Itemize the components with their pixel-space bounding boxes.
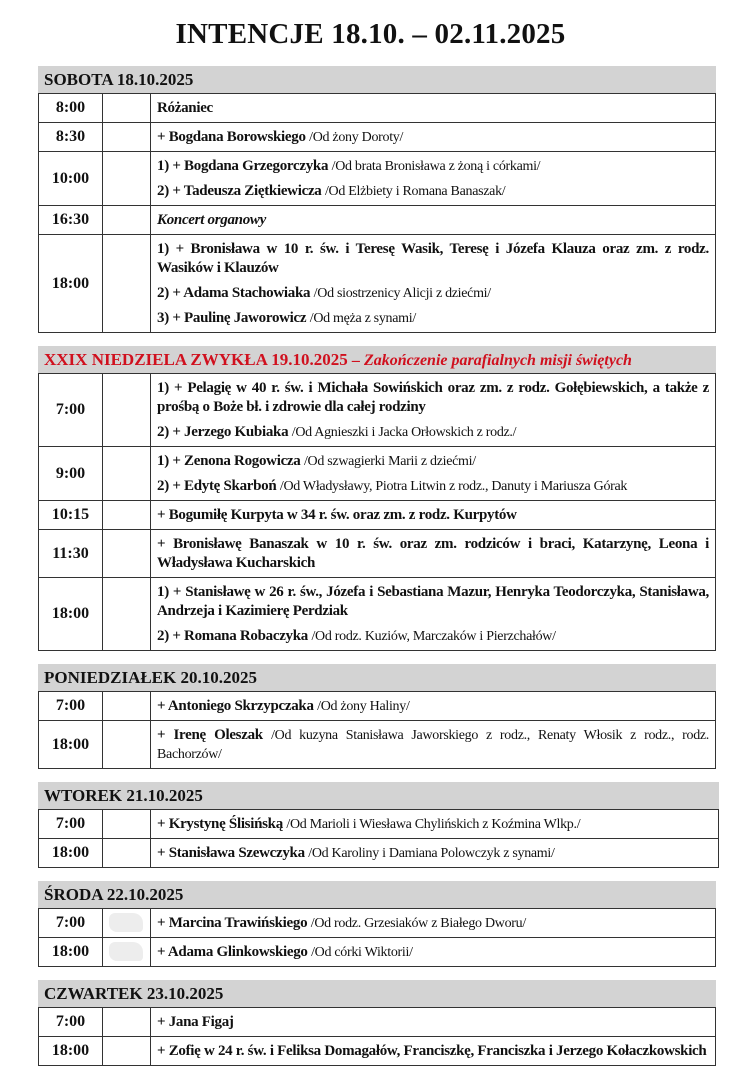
mass-time: 9:00 [39,447,103,501]
intention-requester: /Od żony Doroty/ [309,130,404,145]
blank-cell [103,721,151,769]
blank-cell [103,501,151,530]
day-header [38,782,719,809]
intention-requester: /Od żony Haliny/ [317,699,410,714]
blank-cell [103,578,151,651]
intention-item [157,535,709,573]
mass-time: 10:00 [39,152,103,206]
mass-time: 7:00 [39,909,103,938]
mass-time: 18:00 [39,1037,103,1066]
intention-requester: /Od Karoliny i Damiana Polowczyk z synami/ [308,846,555,861]
blank-cell [103,235,151,333]
mass-time: 10:15 [39,501,103,530]
intention-requester: /Od Marioli i Wiesława Chylińskich z Koźmina Wlkp./ [286,817,581,832]
intention-item [157,379,709,417]
intention-name: Różaniec [157,100,213,116]
intention-name: 2) + Tadeusza Ziętkiewicza [157,183,322,199]
intention-requester: /Od Władysławy, Piotra Litwin z rodz., Danuty i Mariusza Górak [279,479,628,494]
intention-requester: /Od męża z synami/ [309,311,416,326]
intention-item [157,726,709,764]
mass-row [39,839,719,868]
day-title: SOBOTA 18.10.2025 [44,70,194,89]
intention-cell [151,123,716,152]
intention-requester: /Od siostrzenicy Alicji z dziećmi/ [313,286,491,301]
intention-name: + Bogumiłę Kurpyta w 34 r. św. oraz zm. z rodz. Kurpytów [157,507,517,523]
mass-row [39,94,716,123]
intention-name: + Stanisława Szewczyka [157,845,305,861]
blank-cell [103,206,151,235]
mass-row [39,530,716,578]
mass-row [39,447,716,501]
intention-name: 1) + Stanisławę w 26 r. św., Józefa i Sebastiana Mazur, Henryka Teodorczyka, Stanisława, Andrzeja i Kazimierę Perdziak [157,584,709,619]
intention-name: + Jana Figaj [157,1014,234,1030]
day-section [38,664,716,769]
intention-cell [151,206,716,235]
day-header [38,346,716,373]
intention-cell [151,1037,716,1066]
mass-time: 18:00 [39,235,103,333]
day-section [38,881,716,967]
mass-row [39,938,716,967]
mass-time: 18:00 [39,578,103,651]
day-section [38,782,719,868]
intention-cell [151,1008,716,1037]
blank-cell [103,938,151,967]
intention-name: 2) + Adama Stachowiaka [157,285,311,301]
intention-item [157,943,709,962]
day-title: CZWARTEK 23.10.2025 [44,984,224,1003]
intention-cell [151,692,716,721]
day-header [38,980,716,1007]
intention-item [157,99,709,118]
blank-cell [103,1037,151,1066]
day-section [38,346,716,651]
blank-cell [103,909,151,938]
intention-item [157,1042,709,1061]
blank-cell [103,94,151,123]
intention-cell [151,152,716,206]
page-title: INTENCJE 18.10. – 02.11.2025 [175,18,566,50]
intention-item [157,627,709,646]
day-title: XXIX NIEDZIELA ZWYKŁA 19.10.2025 [44,350,348,369]
blank-cell [103,374,151,447]
mass-row [39,1008,716,1037]
intentions-table [38,373,716,651]
intention-item [157,477,709,496]
intention-requester: /Od rodz. Grzesiaków z Białego Dworu/ [310,916,526,931]
intention-item [157,128,709,147]
intention-item [157,182,709,201]
smudge-mark [109,913,143,932]
intention-item [157,583,709,621]
intention-name: 2) + Jerzego Kubiaka [157,424,289,440]
day-header [38,881,716,908]
event-name: Koncert organowy [157,212,266,228]
intention-item [157,1013,709,1032]
intention-cell [151,810,719,839]
intentions-schedule [0,56,741,1083]
intention-item [157,697,709,716]
mass-row [39,909,716,938]
intention-name: + Marcina Trawińskiego [157,915,308,931]
intention-requester: /Od szwagierki Marii z dziećmi/ [303,454,476,469]
mass-time: 8:00 [39,94,103,123]
intention-item [157,309,709,328]
intention-item [157,452,709,471]
day-subtitle: – Zakończenie parafialnych misji świętych [351,352,632,369]
mass-time: 11:30 [39,530,103,578]
intention-item [157,211,709,230]
intentions-table [38,908,716,967]
blank-cell [103,530,151,578]
mass-row [39,501,716,530]
blank-cell [103,839,151,868]
day-header [38,664,716,691]
mass-row [39,206,716,235]
intention-cell [151,578,716,651]
mass-row [39,123,716,152]
mass-time: 7:00 [39,374,103,447]
intention-requester: /Od Elżbiety i Romana Banaszak/ [324,184,506,199]
intention-requester: /Od rodz. Kuziów, Marczaków i Pierzchałów/ [311,629,556,644]
mass-time: 7:00 [39,692,103,721]
intention-name: 2) + Romana Robaczyka [157,628,308,644]
intention-name: + Bogdana Borowskiego [157,129,306,145]
intention-cell [151,501,716,530]
intention-name: + Adama Glinkowskiego [157,944,308,960]
intention-cell [151,839,719,868]
intention-name: + Krystynę Ślisińską [157,816,283,832]
day-title: WTOREK 21.10.2025 [44,786,203,805]
mass-time: 7:00 [39,810,103,839]
mass-time: 7:00 [39,1008,103,1037]
mass-row [39,235,716,333]
intentions-table [38,691,716,769]
mass-time: 18:00 [39,839,103,868]
intention-name: + Bronisławę Banaszak w 10 r. św. oraz zm. rodziców i braci, Katarzynę, Leona i Władysława Kucharskich [157,536,709,571]
intention-name: 1) + Zenona Rogowicza [157,453,301,469]
intention-name: + Antoniego Skrzypczaka [157,698,314,714]
intention-item [157,157,709,176]
intention-name: + Irenę Oleszak [157,727,263,743]
intention-item [157,240,709,278]
intention-name: 1) + Pelagię w 40 r. św. i Michała Sowińskich oraz zm. z rodz. Gołębiewskich, a także z prośbą o Boże bł. i zdrowie dla całej rodziny [157,380,709,415]
blank-cell [103,810,151,839]
blank-cell [103,152,151,206]
smudge-mark [109,942,143,961]
mass-row [39,721,716,769]
intention-cell [151,721,716,769]
blank-cell [103,692,151,721]
blank-cell [103,123,151,152]
day-section [38,66,716,333]
intention-cell [151,909,716,938]
intention-item [157,815,712,834]
mass-row [39,692,716,721]
intention-name: + Zofię w 24 r. św. i Feliksa Domagałów, Franciszkę, Franciszka i Jerzego Kołaczkowskich [157,1043,707,1059]
mass-time: 8:30 [39,123,103,152]
day-section [38,980,716,1066]
intention-cell [151,374,716,447]
blank-cell [103,1008,151,1037]
intention-cell [151,938,716,967]
intention-item [157,844,712,863]
intention-item [157,284,709,303]
day-title: PONIEDZIAŁEK 20.10.2025 [44,668,257,687]
intention-cell [151,235,716,333]
intention-requester: /Od córki Wiktorii/ [311,945,413,960]
intention-cell [151,94,716,123]
mass-time: 18:00 [39,938,103,967]
intention-requester: /Od kuzyna Stanisława Jaworskiego z rodz., Renaty Włosik z rodz., rodz. Bachorzów/ [157,728,710,762]
intention-item [157,914,709,933]
intention-item [157,423,709,442]
intention-item [157,506,709,525]
blank-cell [103,447,151,501]
intention-requester: /Od Agnieszki i Jacka Orłowskich z rodz./ [291,425,517,440]
mass-row [39,810,719,839]
intentions-table [38,93,716,333]
intention-name: 2) + Edytę Skarboń [157,478,277,494]
intention-requester: /Od brata Bronisława z żoną i córkami/ [331,159,541,174]
mass-row [39,374,716,447]
intention-name: 3) + Paulinę Jaworowicz [157,310,307,326]
intention-name: 1) + Bogdana Grzegorczyka [157,158,329,174]
intentions-table [38,809,719,868]
mass-row [39,578,716,651]
mass-row [39,152,716,206]
intention-cell [151,530,716,578]
intention-name: 1) + Bronisława w 10 r. św. i Teresę Wasik, Teresę i Józefa Klauza oraz zm. z rodz. Wasików i Klauzów [157,241,709,276]
intentions-table [38,1007,716,1066]
mass-time: 16:30 [39,206,103,235]
day-header [38,66,716,93]
day-title: ŚRODA 22.10.2025 [44,885,184,904]
mass-row [39,1037,716,1066]
intention-cell [151,447,716,501]
mass-time: 18:00 [39,721,103,769]
